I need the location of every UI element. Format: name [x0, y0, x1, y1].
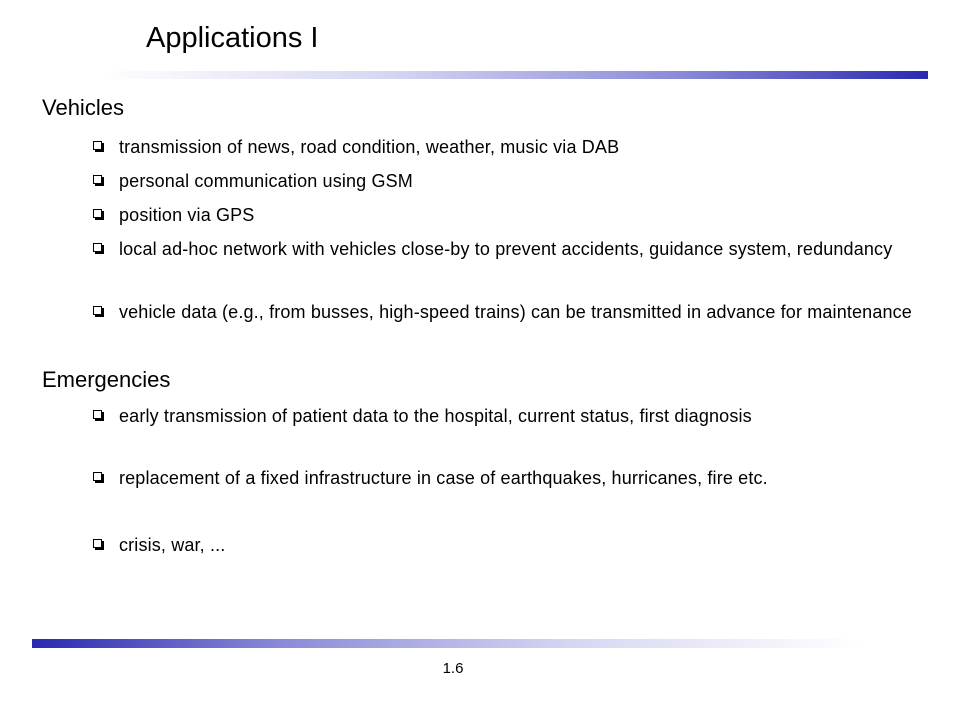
bullet-text: personal communication using GSM [119, 171, 413, 191]
bullet-text: replacement of a fixed infrastructure in case of earthquakes, hurricanes, fire etc. [119, 468, 768, 488]
bullet-text: transmission of news, road condition, weather, music via DAB [119, 137, 620, 157]
bullet-text: position via GPS [119, 205, 255, 225]
section-heading-vehicles: Vehicles [42, 95, 124, 120]
checkbox-bullet-icon [93, 141, 102, 150]
checkbox-bullet-icon [93, 539, 102, 548]
bullet-text: crisis, war, ... [119, 535, 226, 555]
checkbox-bullet-icon [93, 209, 102, 218]
checkbox-bullet-icon [93, 175, 102, 184]
section-heading-emergencies: Emergencies [42, 367, 171, 392]
bullet-text: early transmission of patient data to the hospital, current status, first diagnosis [119, 406, 752, 426]
bullet-text: local ad-hoc network with vehicles close-by to prevent accidents, guidance system, redundancy [119, 239, 893, 259]
checkbox-bullet-icon [93, 306, 102, 315]
checkbox-bullet-icon [93, 410, 102, 419]
checkbox-bullet-icon [93, 472, 102, 481]
page-number: 1.6 [442, 660, 464, 677]
bullet-text: vehicle data (e.g., from busses, high-speed trains) can be transmitted in advance for maintenance [119, 302, 912, 322]
title-divider [100, 71, 928, 79]
slide-title: Applications I [146, 22, 319, 54]
checkbox-bullet-icon [93, 243, 102, 252]
footer-divider [32, 639, 862, 648]
